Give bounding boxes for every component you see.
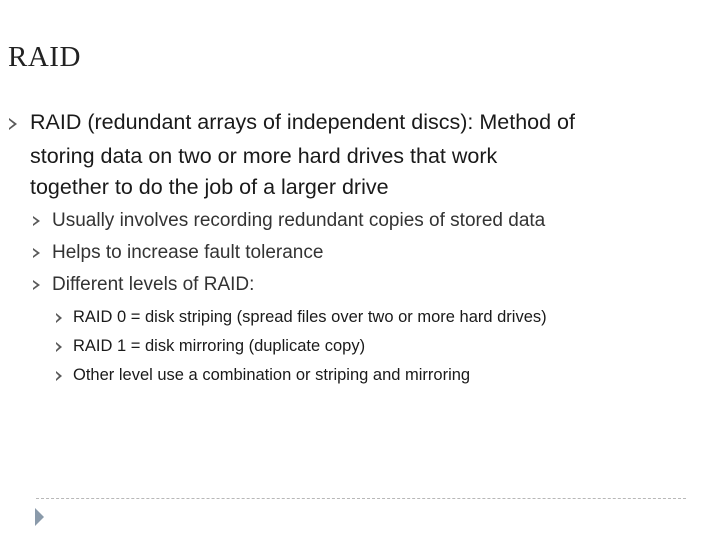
sub-sub-bullet-text: RAID 1 = disk mirroring (duplicate copy) — [73, 337, 366, 355]
footer-arrow-icon — [35, 508, 44, 526]
bullet-arrow-icon — [56, 313, 62, 323]
sub-bullet-text: Usually involves recording redundant copies of stored data — [52, 210, 546, 231]
bullet-text-line: RAID (redundant arrays of independent discs): Method of — [30, 110, 575, 134]
sub-sub-bullet-text: Other level use a combination or striping and mirroring — [73, 366, 471, 384]
bullet-arrow-icon — [56, 342, 62, 352]
bullet-arrow-icon — [56, 371, 62, 381]
sub-bullet-text: Helps to increase fault tolerance — [52, 242, 324, 263]
bullet-arrow-icon — [9, 118, 17, 130]
bullet-arrow-icon — [33, 248, 40, 258]
footer-divider — [36, 498, 686, 499]
bullet-text-line: together to do the job of a larger drive — [30, 175, 389, 199]
bullet-text-line: storing data on two or more hard drives that work — [30, 144, 498, 168]
sub-sub-bullet-text: RAID 0 = disk striping (spread files over two or more hard drives) — [73, 308, 547, 326]
slide-title: RAID — [8, 41, 81, 73]
bullet-arrow-icon — [33, 216, 40, 226]
sub-bullet-text: Different levels of RAID: — [52, 274, 255, 295]
bullet-arrow-icon — [33, 280, 40, 290]
